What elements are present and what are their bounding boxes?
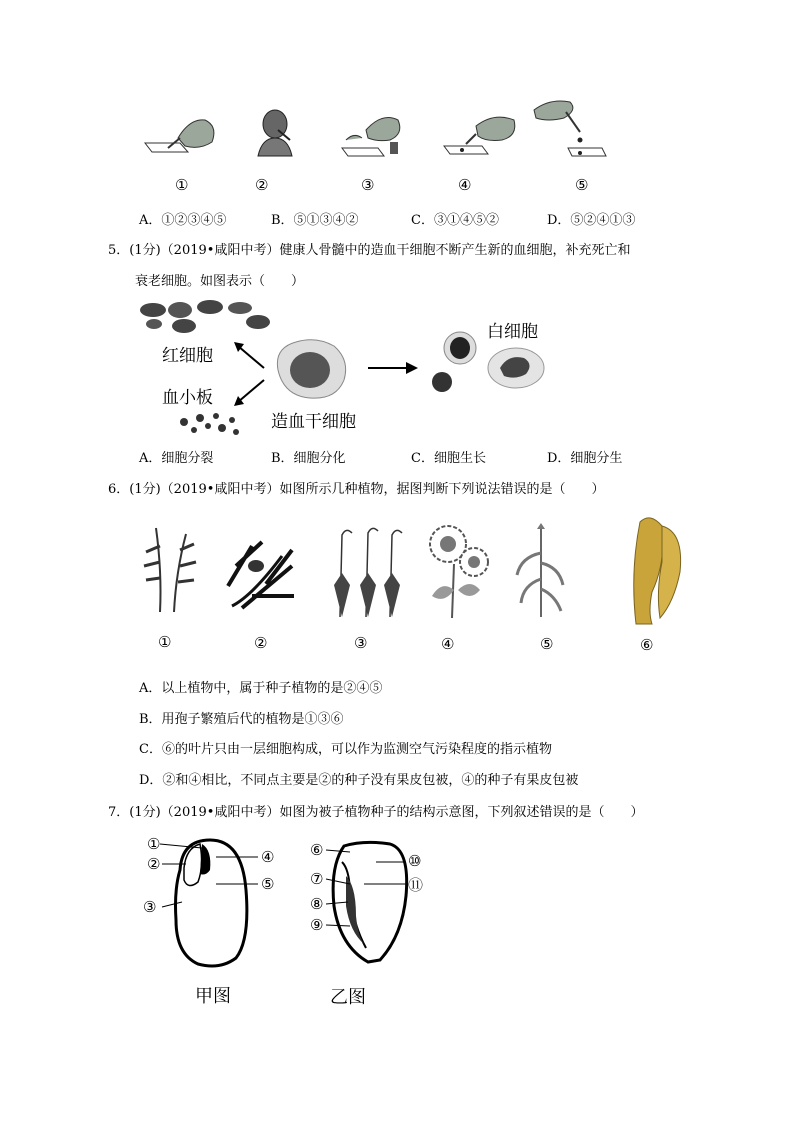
pine-illustration xyxy=(222,526,300,616)
q6-pic-6-number: ⑥ xyxy=(640,636,654,654)
q6-stem: 6．(1分)（2019•咸阳中考）如图所示几种植物，据图判断下列说法错误的是（ ） xyxy=(108,482,605,497)
q5-stem-line-2: 衰老细胞。如图表示（ ） xyxy=(135,274,305,289)
q5-option-b[interactable]: B．细胞分化 xyxy=(271,451,346,466)
q4-pic-4-number: ④ xyxy=(458,176,472,194)
q4-option-c[interactable]: C．③①④⑤② xyxy=(411,213,499,228)
arrow-to-platelets-icon xyxy=(230,376,270,408)
q5-option-c[interactable]: C．细胞生长 xyxy=(411,451,486,466)
q6-option-a[interactable]: A．以上植物中，属于种子植物的是②④⑤ xyxy=(139,681,383,696)
q4-option-b[interactable]: B．⑤①③④② xyxy=(271,213,359,228)
seaweed-illustration xyxy=(622,512,688,632)
seed-marker-3: ③ xyxy=(143,898,157,916)
platelet-label: 血小板 xyxy=(162,388,213,408)
q6-pic-3-number: ③ xyxy=(354,634,368,652)
seed-marker-11: ⑪ xyxy=(408,876,424,894)
seed-marker-8: ⑧ xyxy=(310,895,324,913)
q6-pic-5-number: ⑤ xyxy=(540,635,554,653)
q4-option-a[interactable]: A．①②③④⑤ xyxy=(139,213,227,228)
q6-pic-1-number: ① xyxy=(158,633,172,651)
platelets-illustration xyxy=(178,408,243,438)
seed-marker-2: ② xyxy=(147,855,161,873)
arrow-to-red-cells-icon xyxy=(230,340,270,372)
q7-stem: 7．(1分)（2019•咸阳中考）如图为被子植物种子的结构示意图，下列叙述错误的是（ ） xyxy=(108,805,644,820)
step-4-smear-illustration xyxy=(440,108,520,158)
q4-pic-1-number: ① xyxy=(175,176,189,194)
step-1-drop-water-illustration xyxy=(140,108,220,158)
arrow-to-white-cells-icon xyxy=(366,360,422,376)
q5-option-d[interactable]: D．细胞分生 xyxy=(547,451,623,466)
q4-pic-5-number: ⑤ xyxy=(575,176,589,194)
figure-b-caption: 乙图 xyxy=(330,987,366,1008)
q5-stem-line-1: 5．(1分)（2019•咸阳中考）健康人骨髓中的造血干细胞不断产生新的血细胞，补充死亡和 xyxy=(108,243,631,258)
q5-option-a[interactable]: A．细胞分裂 xyxy=(139,451,214,466)
q4-pic-2-number: ② xyxy=(255,176,269,194)
fern-illustration xyxy=(140,522,200,614)
sunflower-illustration xyxy=(422,520,494,620)
moss-illustration xyxy=(328,525,404,621)
q6-pic-4-number: ④ xyxy=(441,635,455,653)
seed-marker-4: ④ xyxy=(261,848,275,866)
figure-a-caption: 甲图 xyxy=(195,986,231,1007)
seed-marker-6: ⑥ xyxy=(310,841,324,859)
seed-marker-1: ① xyxy=(147,835,161,853)
seed-marker-5: ⑤ xyxy=(261,875,275,893)
white-blood-cell-label: 白细胞 xyxy=(487,322,538,342)
stem-cell-label: 造血干细胞 xyxy=(271,412,356,432)
red-blood-cell-label: 红细胞 xyxy=(162,346,213,366)
q6-pic-2-number: ② xyxy=(254,634,268,652)
q6-option-b[interactable]: B．用孢子繁殖后代的植物是①③⑥ xyxy=(139,712,344,727)
step-2-scrape-cheek-illustration xyxy=(250,106,300,158)
hematopoietic-stem-cell-illustration xyxy=(270,336,352,404)
q4-pic-3-number: ③ xyxy=(361,176,375,194)
q4-option-d[interactable]: D．⑤②④①③ xyxy=(547,213,636,228)
seed-marker-9: ⑨ xyxy=(310,916,324,934)
step-3-stain-illustration xyxy=(338,110,408,160)
q6-option-c[interactable]: C．⑥的叶片只由一层细胞构成，可以作为监测空气污染程度的指示植物 xyxy=(139,742,552,757)
seed-marker-7: ⑦ xyxy=(310,870,324,888)
step-5-cover-slip-illustration xyxy=(530,98,610,158)
q6-option-d[interactable]: D．②和④相比，不同点主要是②的种子没有果皮包被，④的种子有果皮包被 xyxy=(139,773,579,788)
red-blood-cells-illustration xyxy=(138,298,273,334)
corn-illustration xyxy=(515,523,565,618)
seed-marker-10: ⑩ xyxy=(408,852,422,870)
